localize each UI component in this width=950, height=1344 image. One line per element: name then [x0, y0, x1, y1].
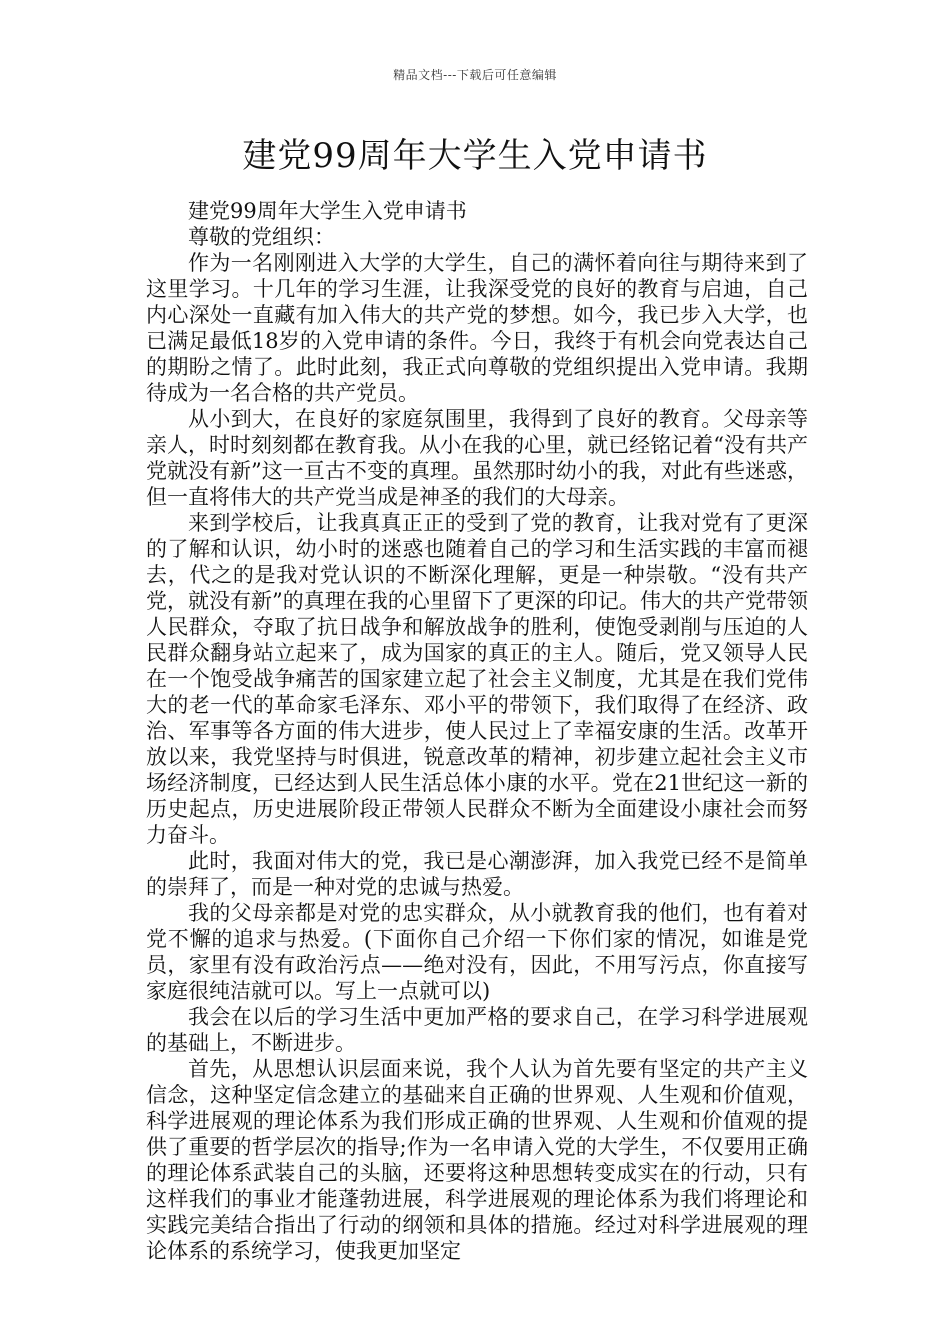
paragraph: 来到学校后，让我真真正正的受到了党的教育，让我对党有了更深的了解和认识，幼小时的迷惑也随着自己的学习和生活实践的丰富而褪去，代之的是我对党认识的不断深化理解，更是一种崇敬。“没有共产党，就没有新”的真理在我的心里留下了更深的印记。伟大的共产党带领人民群众，夺取了抗日战争和解放战争的胜利，使饱受剥削与压迫的人民群众翻身站立起来了，成为国家的真正的主人。随后，党又领导人民在一个饱受战争痛苦的国家建立起了社会主义制度，尤其是在我们党伟大的老一代的革命家毛泽东、邓小平的带领下，我们取得了在经济、政治、军事等各方面的伟大进步，使人民过上了幸福安康的生活。改革开放以来，我党坚持与时俱进，锐意改革的精神，初步建立起社会主义市场经济制度，已经达到人民生活总体小康的水平。党在21世纪这一新的历史起点，历史进展阶段正带领人民群众不断为全面建设小康社会而努力奋斗。 — [146, 511, 808, 847]
paragraph: 从小到大，在良好的家庭氛围里，我得到了良好的教育。父母亲等亲人，时时刻刻都在教育我。从小在我的心里，就已经铭记着“没有共产党就没有新”这一亘古不变的真理。虽然那时幼小的我，对此有些迷惑，但一直将伟大的共产党当成是神圣的我们的大母亲。 — [146, 407, 808, 509]
document-title: 建党99周年大学生入党申请书 — [242, 136, 708, 176]
paragraph: 此时，我面对伟大的党，我已是心潮澎湃，加入我党已经不是简单的崇拜了，而是一种对党的忠诚与热爱。 — [146, 849, 808, 899]
header-note: 精品文档---下载后可任意编辑 — [393, 68, 557, 82]
paragraph: 我的父母亲都是对党的忠实群众，从小就教育我的他们，也有着对党不懈的追求与热爱。(下面你自己介绍一下你们家的情况，如谁是党员，家里有没有政治污点——绝对没有，因此，不用写污点，你直接写家庭很纯洁就可以。写上一点就可以) — [146, 901, 808, 1003]
paragraph: 作为一名刚刚进入大学的大学生，自己的满怀着向往与期待来到了这里学习。十几年的学习生涯，让我深受党的良好的教育与启迪，自己内心深处一直藏有加入伟大的共产党的梦想。如今，我已步入大学，也已满足最低18岁的入党申请的条件。今日，我终于有机会向党表达自己的期盼之情了。此时此刻，我正式向尊敬的党组织提出入党申请。我期待成为一名合格的共产党员。 — [146, 251, 808, 405]
document-body — [146, 198, 808, 1264]
paragraph: 我会在以后的学习生活中更加严格的要求自己，在学习科学进展观的基础上，不断进步。 — [146, 1005, 808, 1055]
paragraph: 首先，从思想认识层面来说，我个人认为首先要有坚定的共产主义信念，这种坚定信念建立的基础来自正确的世界观、人生观和价值观，科学进展观的理论体系为我们形成正确的世界观、人生观和价值观的提供了重要的哲学层次的指导;作为一名申请入党的大学生，不仅要用正确的理论体系武装自己的头脑，还要将这种思想转变成实在的行动，只有这样我们的事业才能蓬勃进展，科学进展观的理论体系为我们将理论和实践完美结合指出了行动的纲领和具体的措施。经过对科学进展观的理论体系的系统学习，使我更加坚定 — [146, 1057, 808, 1263]
paragraph-heading: 建党99周年大学生入党申请书 — [188, 199, 467, 223]
paragraph-salutation: 尊敬的党组织： — [188, 225, 335, 249]
